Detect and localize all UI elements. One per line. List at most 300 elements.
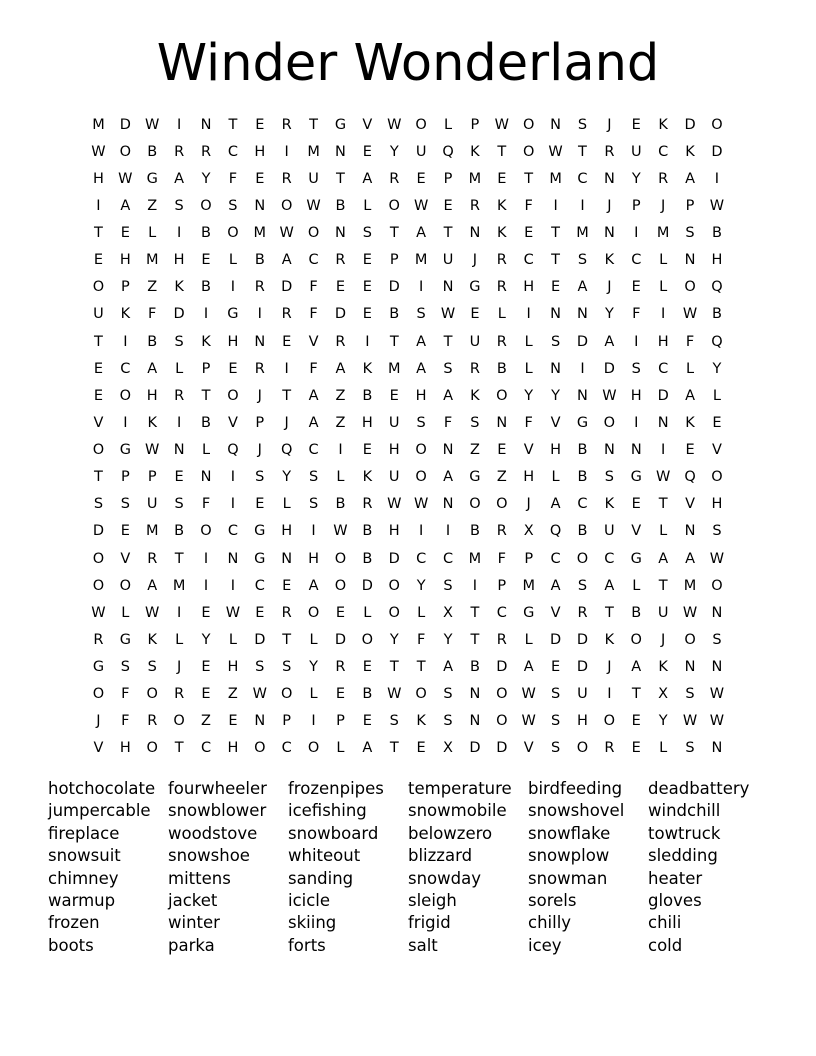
word-item: birdfeeding	[528, 779, 623, 798]
grid-letter: O	[684, 279, 696, 296]
grid-letter: W	[709, 686, 725, 703]
grid-letter: Q	[442, 143, 454, 160]
word-item: cold	[648, 935, 683, 955]
grid-letter: X	[523, 523, 534, 540]
grid-letter: T	[174, 550, 184, 567]
grid-letter: E	[228, 713, 238, 730]
grid-letter: S	[712, 631, 722, 648]
grid-letter: T	[94, 333, 103, 350]
grid-letter: H	[711, 252, 723, 269]
grid-letter: T	[282, 631, 292, 648]
grid-letter: M	[145, 523, 159, 540]
grid-letter: N	[200, 469, 212, 486]
grid-letter: H	[281, 523, 293, 540]
grid-letter: O	[119, 387, 132, 404]
grid-letter: N	[684, 523, 696, 540]
grid-letter: V	[685, 496, 695, 513]
grid-letter: O	[200, 523, 212, 540]
grid-letter: A	[147, 577, 158, 594]
grid-letter: H	[523, 279, 535, 296]
grid-letter: S	[416, 306, 426, 323]
grid-letter: T	[174, 740, 184, 757]
grid-row	[85, 626, 730, 653]
grid-letter: X	[443, 740, 453, 757]
grid-letter: C	[550, 550, 561, 567]
grid-row	[85, 138, 730, 165]
grid-letter: C	[416, 550, 427, 567]
grid-letter: B	[174, 523, 185, 540]
grid-letter: T	[416, 659, 426, 676]
grid-letter: U	[657, 604, 669, 621]
grid-letter: A	[658, 550, 669, 567]
grid-letter: P	[120, 279, 130, 296]
word-item: temperature	[408, 779, 512, 798]
grid-letter: M	[172, 577, 186, 594]
grid-letter: H	[92, 170, 104, 187]
grid-letter: Q	[227, 442, 239, 459]
grid-letter: B	[201, 414, 211, 431]
grid-letter: P	[282, 713, 292, 730]
grid-letter: R	[93, 631, 104, 648]
grid-letter: W	[118, 170, 133, 187]
grid-letter: W	[145, 604, 160, 621]
grid-letter: F	[309, 306, 318, 323]
grid-letter: R	[469, 360, 480, 377]
grid-letter: M	[576, 225, 589, 242]
grid-letter: O	[307, 740, 320, 757]
grid-letter: F	[309, 360, 318, 377]
grid-letter: S	[550, 740, 561, 757]
grid-letter: Y	[443, 631, 453, 648]
word-item: gloves	[648, 891, 702, 911]
grid-letter: D	[576, 659, 589, 676]
grid-letter: A	[604, 333, 615, 350]
grid-letter: H	[308, 550, 320, 567]
grid-letter: J	[472, 252, 478, 269]
grid-letter: D	[576, 631, 589, 648]
grid-letter: S	[685, 225, 695, 242]
grid-letter: I	[176, 225, 182, 242]
grid-letter: R	[335, 659, 346, 676]
word-item: mittens	[168, 868, 231, 888]
grid-letter: T	[94, 469, 103, 486]
grid-letter: E	[335, 279, 346, 296]
word-item: salt	[408, 935, 438, 955]
grid-letter: A	[308, 577, 319, 594]
grid-letter: D	[496, 659, 508, 676]
grid-letter: C	[200, 740, 212, 757]
grid-letter: S	[308, 496, 319, 513]
grid-letter: I	[418, 523, 424, 540]
grid-letter: L	[524, 360, 533, 377]
grid-letter: I	[123, 333, 128, 350]
grid-letter: R	[281, 604, 292, 621]
grid-letter: E	[416, 740, 426, 757]
grid-letter: Y	[604, 306, 614, 323]
word-item: warmup	[48, 891, 116, 911]
grid-letter: S	[443, 360, 453, 377]
grid-letter: F	[685, 333, 695, 350]
grid-letter: N	[496, 414, 508, 431]
grid-letter: C	[442, 550, 454, 567]
grid-letter: S	[174, 496, 184, 513]
grid-letter: I	[661, 306, 666, 323]
grid-letter: P	[147, 469, 157, 486]
word-item: frigid	[408, 913, 451, 933]
grid-row	[85, 572, 730, 599]
grid-letter: V	[93, 414, 104, 431]
grid-letter: F	[416, 631, 426, 648]
grid-letter: E	[362, 306, 372, 323]
grid-letter: L	[175, 631, 184, 648]
grid-letter: E	[362, 442, 372, 459]
grid-letter: S	[443, 686, 453, 703]
grid-letter: T	[389, 659, 399, 676]
grid-letter: I	[365, 333, 370, 350]
grid-letter: I	[714, 170, 720, 187]
grid-letter: M	[307, 143, 320, 160]
grid-letter: N	[254, 713, 266, 730]
grid-letter: E	[93, 387, 104, 404]
grid-letter: O	[711, 469, 723, 486]
grid-letter: H	[550, 442, 562, 459]
grid-letter: N	[550, 306, 562, 323]
grid-letter: T	[578, 143, 587, 160]
grid-letter: A	[147, 360, 158, 377]
grid-letter: I	[203, 577, 209, 594]
grid-letter: O	[415, 686, 427, 703]
grid-letter: N	[630, 442, 642, 459]
grid-letter: K	[497, 225, 507, 242]
grid-letter: A	[577, 279, 588, 296]
word-item: boots	[48, 935, 94, 955]
grid-letter: E	[685, 442, 695, 459]
grid-letter: F	[497, 550, 506, 567]
grid-letter: E	[93, 252, 104, 269]
grid-letter: O	[415, 469, 427, 486]
grid-letter: S	[120, 659, 130, 676]
grid-letter: E	[362, 659, 372, 676]
grid-letter: P	[389, 252, 399, 269]
letter-grid	[85, 111, 730, 762]
grid-letter: I	[634, 225, 639, 242]
grid-letter: I	[311, 713, 316, 730]
grid-letter: E	[362, 143, 372, 160]
grid-letter: V	[227, 414, 238, 431]
word-item: chimney	[48, 868, 119, 888]
grid-letter: W	[306, 197, 321, 214]
grid-letter: A	[308, 414, 319, 431]
grid-letter: G	[576, 414, 589, 431]
grid-letter: Y	[658, 713, 668, 730]
grid-letter: B	[577, 469, 588, 486]
grid-letter: J	[96, 713, 101, 730]
grid-letter: E	[201, 604, 211, 621]
grid-letter: G	[469, 279, 481, 296]
grid-letter: N	[577, 306, 588, 323]
grid-letter: T	[604, 604, 614, 621]
grid-letter: R	[174, 143, 185, 160]
grid-letter: L	[659, 279, 668, 296]
grid-letter: C	[631, 252, 642, 269]
grid-letter: I	[203, 550, 209, 567]
word-item: woodstove	[168, 823, 258, 843]
grid-letter: N	[469, 713, 481, 730]
grid-letter: N	[173, 442, 185, 459]
grid-letter: R	[362, 496, 373, 513]
grid-letter: S	[577, 577, 588, 594]
grid-row	[85, 735, 730, 762]
grid-letter: K	[120, 306, 131, 323]
grid-letter: D	[254, 631, 266, 648]
grid-letter: T	[443, 225, 453, 242]
grid-letter: Y	[389, 631, 399, 648]
grid-letter: E	[416, 170, 426, 187]
grid-letter: H	[227, 659, 239, 676]
grid-letter: T	[94, 225, 103, 242]
grid-letter: S	[362, 225, 372, 242]
grid-letter: H	[630, 387, 642, 404]
grid-letter: R	[254, 360, 265, 377]
grid-letter: C	[227, 143, 238, 160]
grid-letter: W	[521, 686, 536, 703]
grid-letter: I	[257, 306, 262, 323]
grid-letter: J	[607, 659, 612, 676]
grid-letter: A	[443, 387, 453, 404]
grid-letter: A	[416, 360, 427, 377]
grid-letter: S	[93, 496, 104, 513]
grid-letter: L	[148, 225, 157, 242]
grid-letter: S	[255, 469, 265, 486]
grid-letter: O	[119, 143, 132, 160]
grid-letter: O	[146, 740, 158, 757]
grid-letter: F	[148, 306, 157, 323]
grid-letter: A	[523, 659, 534, 676]
grid-letter: N	[603, 442, 615, 459]
grid-letter: T	[336, 170, 345, 187]
grid-letter: U	[415, 143, 427, 160]
grid-letter: E	[201, 252, 211, 269]
grid-letter: V	[362, 116, 373, 133]
grid-letter: A	[335, 360, 346, 377]
grid-letter: L	[201, 442, 211, 459]
grid-letter: L	[497, 306, 506, 323]
grid-letter: C	[604, 550, 615, 567]
word-item: heater	[648, 868, 703, 888]
word-item: skiing	[288, 913, 337, 933]
grid-letter: S	[416, 414, 426, 431]
grid-letter: R	[335, 333, 346, 350]
grid-letter: G	[630, 550, 642, 567]
word-item: snowman	[528, 868, 608, 888]
grid-letter: I	[96, 197, 101, 214]
grid-letter: Y	[712, 360, 722, 377]
grid-letter: T	[470, 631, 480, 648]
grid-letter: W	[602, 387, 617, 404]
grid-letter: W	[387, 686, 402, 703]
grid-letter: B	[577, 442, 588, 459]
grid-letter: I	[284, 143, 289, 160]
grid-letter: O	[200, 197, 212, 214]
grid-letter: Z	[496, 469, 507, 486]
grid-letter: P	[524, 550, 534, 567]
grid-letter: N	[684, 659, 696, 676]
grid-letter: T	[551, 225, 561, 242]
grid-letter: E	[551, 659, 561, 676]
grid-letter: I	[284, 360, 289, 377]
grid-letter: M	[387, 360, 401, 377]
grid-letter: E	[631, 116, 641, 133]
grid-letter: P	[470, 116, 480, 133]
grid-letter: R	[147, 550, 158, 567]
grid-letter: A	[281, 252, 292, 269]
grid-letter: F	[524, 197, 533, 214]
grid-letter: E	[497, 170, 507, 187]
grid-letter: U	[308, 170, 319, 187]
grid-letter: B	[631, 604, 642, 621]
grid-letter: B	[362, 550, 373, 567]
grid-letter: P	[497, 577, 507, 594]
grid-letter: K	[362, 360, 373, 377]
grid-letter: C	[308, 252, 319, 269]
grid-letter: N	[442, 496, 454, 513]
word-column	[48, 778, 168, 957]
grid-letter: A	[443, 659, 453, 676]
grid-letter: N	[603, 170, 615, 187]
grid-letter: N	[711, 604, 723, 621]
grid-letter: O	[388, 577, 400, 594]
grid-letter: I	[176, 414, 182, 431]
grid-letter: D	[657, 387, 669, 404]
grid-letter: E	[120, 225, 130, 242]
grid-letter: A	[120, 197, 131, 214]
grid-letter: B	[362, 387, 373, 404]
grid-letter: E	[631, 279, 641, 296]
grid-letter: L	[443, 116, 453, 133]
grid-letter: K	[604, 496, 615, 513]
grid-letter: Q	[280, 442, 293, 459]
word-item: snowsuit	[48, 846, 121, 866]
grid-letter: A	[550, 577, 561, 594]
grid-letter: B	[711, 225, 722, 242]
grid-letter: O	[280, 686, 293, 703]
grid-letter: R	[147, 713, 158, 730]
grid-letter: E	[524, 225, 534, 242]
grid-letter: S	[712, 523, 722, 540]
grid-letter: D	[603, 360, 615, 377]
grid-letter: R	[496, 333, 507, 350]
grid-letter: E	[631, 740, 641, 757]
grid-letter: H	[361, 414, 373, 431]
grid-letter: S	[577, 116, 588, 133]
grid-letter: B	[201, 225, 211, 242]
grid-letter: O	[119, 577, 132, 594]
grid-letter: S	[550, 333, 561, 350]
grid-letter: K	[147, 414, 157, 431]
grid-letter: O	[388, 197, 400, 214]
grid-letter: J	[607, 279, 612, 296]
grid-letter: T	[497, 143, 507, 160]
word-item: forts	[288, 935, 326, 955]
grid-letter: H	[657, 333, 669, 350]
grid-letter: Z	[335, 387, 346, 404]
grid-letter: L	[659, 740, 668, 757]
grid-letter: C	[254, 577, 265, 594]
grid-letter: E	[201, 686, 211, 703]
grid-letter: O	[92, 279, 105, 296]
grid-letter: W	[709, 713, 725, 730]
grid-row	[85, 355, 730, 382]
grid-letter: R	[496, 279, 507, 296]
grid-letter: U	[146, 496, 158, 513]
grid-letter: W	[145, 116, 160, 133]
grid-letter: I	[203, 306, 209, 323]
grid-letter: N	[200, 116, 212, 133]
grid-letter: F	[309, 279, 318, 296]
grid-letter: T	[389, 740, 399, 757]
grid-letter: B	[469, 523, 480, 540]
grid-letter: I	[338, 442, 343, 459]
grid-letter: D	[684, 116, 696, 133]
grid-letter: L	[524, 333, 533, 350]
grid-letter: D	[119, 116, 131, 133]
grid-letter: L	[551, 469, 560, 486]
grid-letter: V	[631, 523, 642, 540]
grid-letter: B	[711, 306, 722, 323]
grid-letter: O	[496, 713, 508, 730]
grid-letter: C	[658, 360, 669, 377]
grid-letter: Y	[416, 577, 426, 594]
grid-letter: E	[551, 279, 561, 296]
grid-letter: K	[174, 279, 184, 296]
grid-letter: M	[656, 225, 670, 242]
grid-letter: I	[230, 577, 236, 594]
grid-letter: W	[225, 604, 241, 621]
word-column	[528, 778, 648, 957]
grid-letter: J	[257, 387, 262, 404]
grid-letter: O	[711, 577, 723, 594]
grid-letter: E	[712, 414, 722, 431]
grid-letter: H	[254, 143, 266, 160]
grid-letter: C	[523, 252, 534, 269]
grid-letter: E	[335, 686, 346, 703]
grid-letter: G	[254, 523, 266, 540]
grid-letter: L	[336, 469, 345, 486]
grid-letter: B	[147, 333, 158, 350]
grid-row	[85, 708, 730, 735]
grid-letter: E	[362, 713, 372, 730]
word-item: jacket	[168, 891, 218, 911]
grid-letter: U	[577, 686, 588, 703]
grid-letter: Z	[147, 279, 158, 296]
grid-letter: O	[415, 116, 427, 133]
grid-letter: F	[228, 170, 238, 187]
grid-letter: E	[228, 360, 238, 377]
grid-letter: O	[603, 414, 616, 431]
grid-letter: C	[120, 360, 131, 377]
grid-letter: Y	[389, 143, 399, 160]
grid-letter: L	[524, 631, 533, 648]
grid-letter: I	[526, 306, 531, 323]
word-item: deadbattery	[648, 779, 750, 798]
grid-letter: T	[201, 387, 211, 404]
grid-letter: D	[469, 740, 481, 757]
grid-letter: C	[308, 442, 319, 459]
grid-letter: Z	[469, 442, 480, 459]
grid-letter: W	[387, 116, 402, 133]
grid-letter: M	[92, 116, 105, 133]
grid-letter: I	[176, 116, 182, 133]
